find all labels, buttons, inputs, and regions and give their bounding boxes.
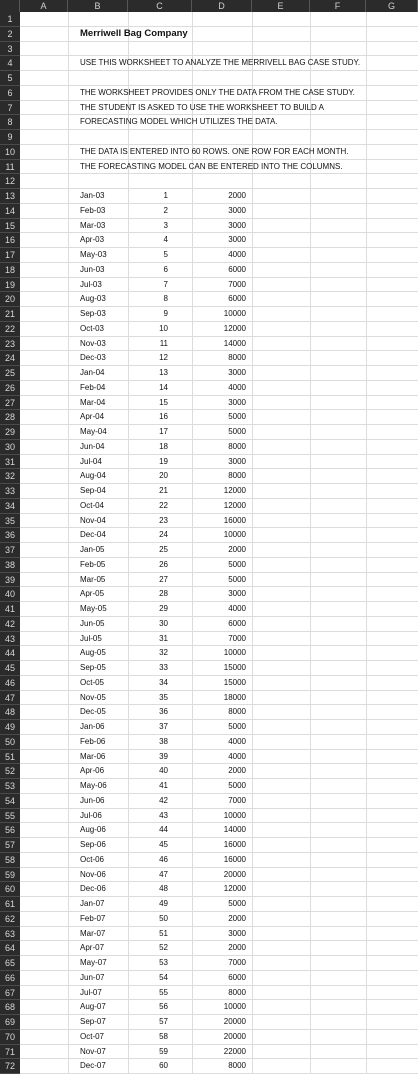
- sales-cell[interactable]: 6000: [228, 618, 246, 628]
- month-cell[interactable]: Dec-04: [80, 530, 106, 540]
- period-cell[interactable]: 36: [159, 707, 168, 717]
- month-cell[interactable]: Jun-07: [80, 972, 105, 982]
- row-header-19[interactable]: 19: [0, 278, 20, 293]
- period-cell[interactable]: 5: [163, 250, 168, 259]
- row-header-48[interactable]: 48: [0, 705, 20, 720]
- month-cell[interactable]: Aug-06: [80, 825, 106, 835]
- sales-cell[interactable]: 2000: [228, 766, 246, 776]
- column-gridline: [366, 12, 367, 1074]
- sales-cell[interactable]: 10000: [223, 530, 246, 540]
- period-cell[interactable]: 11: [159, 338, 168, 348]
- row-header-37[interactable]: 37: [0, 543, 20, 558]
- period-cell[interactable]: 32: [159, 648, 168, 658]
- period-cell[interactable]: 26: [159, 559, 168, 569]
- row-header-70[interactable]: 70: [0, 1030, 20, 1045]
- month-cell[interactable]: Apr-03: [80, 235, 105, 245]
- row-header-38[interactable]: 38: [0, 558, 20, 573]
- row-header-46[interactable]: 46: [0, 676, 20, 691]
- column-header-f[interactable]: F: [310, 0, 366, 12]
- month-cell[interactable]: May-04: [80, 427, 107, 436]
- month-cell[interactable]: Mar-06: [80, 751, 106, 761]
- sales-cell[interactable]: 18000: [223, 692, 246, 702]
- period-cell[interactable]: 2: [163, 205, 168, 215]
- row-header-56[interactable]: 56: [0, 823, 20, 838]
- sales-cell[interactable]: 20000: [223, 1017, 246, 1026]
- sales-cell[interactable]: 14000: [223, 338, 246, 348]
- sales-cell[interactable]: 6000: [228, 972, 246, 982]
- grid-row-12: [20, 174, 418, 189]
- grid-row-5: [20, 71, 418, 86]
- period-cell[interactable]: 50: [159, 913, 168, 923]
- month-cell[interactable]: Feb-06: [80, 736, 106, 746]
- period-cell[interactable]: 19: [159, 456, 168, 466]
- instruction-text[interactable]: THE STUDENT IS ASKED TO USE THE WORKSHEET TO BUILD A: [80, 102, 324, 112]
- sales-cell[interactable]: 3000: [228, 589, 246, 599]
- month-cell[interactable]: Jun-05: [80, 618, 105, 628]
- row-header-15[interactable]: 15: [0, 219, 20, 234]
- period-cell[interactable]: 23: [159, 515, 168, 525]
- month-cell[interactable]: Jan-05: [80, 545, 105, 554]
- period-cell[interactable]: 8: [163, 294, 168, 304]
- period-cell[interactable]: 51: [159, 928, 168, 938]
- sales-cell[interactable]: 10000: [223, 810, 246, 820]
- month-cell[interactable]: Oct-06: [80, 854, 105, 864]
- period-cell[interactable]: 52: [159, 943, 168, 953]
- month-cell[interactable]: Aug-04: [80, 471, 106, 481]
- period-cell[interactable]: 20: [159, 471, 168, 481]
- row-header-26[interactable]: 26: [0, 381, 20, 396]
- column-header-e[interactable]: E: [252, 0, 310, 12]
- month-cell[interactable]: Oct-03: [80, 323, 105, 333]
- month-cell[interactable]: Oct-04: [80, 500, 105, 510]
- row-header-41[interactable]: 41: [0, 602, 20, 617]
- sales-cell[interactable]: 5000: [228, 722, 246, 731]
- sales-cell[interactable]: 3000: [228, 235, 246, 245]
- month-cell[interactable]: Mar-04: [80, 397, 106, 407]
- sales-cell[interactable]: 12000: [223, 323, 246, 333]
- sales-cell[interactable]: 3000: [228, 220, 246, 230]
- month-cell[interactable]: Aug-03: [80, 294, 106, 304]
- column-header-a[interactable]: A: [20, 0, 68, 12]
- month-cell[interactable]: Sep-06: [80, 840, 106, 849]
- month-cell[interactable]: Jul-03: [80, 279, 102, 289]
- row-header-71[interactable]: 71: [0, 1045, 20, 1060]
- sales-cell[interactable]: 3000: [228, 368, 246, 377]
- month-cell[interactable]: Jan-07: [80, 899, 105, 908]
- row-header-31[interactable]: 31: [0, 455, 20, 470]
- period-cell[interactable]: 55: [159, 987, 168, 997]
- month-cell[interactable]: Dec-07: [80, 1061, 106, 1071]
- row-header-33[interactable]: 33: [0, 484, 20, 499]
- row-header-29[interactable]: 29: [0, 425, 20, 440]
- period-cell[interactable]: 33: [159, 663, 168, 672]
- row-header-32[interactable]: 32: [0, 469, 20, 484]
- title-cell[interactable]: Merriwell Bag Company: [80, 27, 188, 39]
- sales-cell[interactable]: 3000: [228, 928, 246, 938]
- row-header-24[interactable]: 24: [0, 351, 20, 366]
- period-cell[interactable]: 47: [159, 869, 168, 879]
- column-gridline: [68, 12, 69, 1074]
- period-cell[interactable]: 29: [159, 604, 168, 613]
- sales-cell[interactable]: 4000: [228, 604, 246, 613]
- month-cell[interactable]: Jan-04: [80, 368, 105, 377]
- period-cell[interactable]: 1: [163, 191, 168, 200]
- period-cell[interactable]: 49: [159, 899, 168, 908]
- row-header-62[interactable]: 62: [0, 912, 20, 927]
- sales-cell[interactable]: 8000: [228, 471, 246, 481]
- period-cell[interactable]: 60: [159, 1061, 168, 1071]
- row-header-27[interactable]: 27: [0, 396, 20, 411]
- month-cell[interactable]: Oct-07: [80, 1031, 105, 1041]
- month-cell[interactable]: Jun-06: [80, 795, 105, 805]
- row-header-58[interactable]: 58: [0, 853, 20, 868]
- sales-cell[interactable]: 4000: [228, 250, 246, 259]
- month-cell[interactable]: Sep-03: [80, 309, 106, 318]
- row-header-17[interactable]: 17: [0, 248, 20, 263]
- column-header-c[interactable]: C: [128, 0, 192, 12]
- sales-cell[interactable]: 3000: [228, 456, 246, 466]
- sales-cell[interactable]: 8000: [228, 707, 246, 717]
- sales-cell[interactable]: 3000: [228, 205, 246, 215]
- sales-cell[interactable]: 3000: [228, 397, 246, 407]
- row-header-8[interactable]: 8: [0, 115, 20, 130]
- sales-cell[interactable]: 2000: [228, 913, 246, 923]
- period-cell[interactable]: 41: [159, 781, 168, 790]
- period-cell[interactable]: 17: [159, 427, 168, 436]
- period-cell[interactable]: 31: [159, 633, 168, 643]
- row-header-57[interactable]: 57: [0, 838, 20, 853]
- period-cell[interactable]: 39: [159, 751, 168, 761]
- row-header-50[interactable]: 50: [0, 735, 20, 750]
- period-cell[interactable]: 12: [159, 353, 168, 363]
- row-header-51[interactable]: 51: [0, 750, 20, 765]
- row-header-2[interactable]: 2: [0, 27, 20, 42]
- period-cell[interactable]: 38: [159, 736, 168, 746]
- period-cell[interactable]: 37: [159, 722, 168, 731]
- sales-cell[interactable]: 5000: [228, 559, 246, 569]
- row-header-22[interactable]: 22: [0, 322, 20, 337]
- period-cell[interactable]: 24: [159, 530, 168, 540]
- month-cell[interactable]: May-07: [80, 958, 107, 967]
- row-header-1[interactable]: 1: [0, 12, 20, 27]
- row-header-63[interactable]: 63: [0, 927, 20, 942]
- month-cell[interactable]: Nov-06: [80, 869, 106, 879]
- period-cell[interactable]: 6: [163, 264, 168, 274]
- sales-cell[interactable]: 2000: [228, 191, 246, 200]
- month-cell[interactable]: Jul-04: [80, 456, 102, 466]
- month-cell[interactable]: Mar-03: [80, 220, 106, 230]
- row-header-40[interactable]: 40: [0, 587, 20, 602]
- grid-row-1: [20, 12, 418, 27]
- row-header-18[interactable]: 18: [0, 263, 20, 278]
- sales-cell[interactable]: 7000: [228, 958, 246, 967]
- row-header-36[interactable]: 36: [0, 528, 20, 543]
- row-header-14[interactable]: 14: [0, 204, 20, 219]
- sales-cell[interactable]: 5000: [228, 412, 246, 422]
- sales-cell[interactable]: 5000: [228, 899, 246, 908]
- month-cell[interactable]: Aug-05: [80, 648, 106, 658]
- sales-cell[interactable]: 15000: [223, 677, 246, 687]
- month-cell[interactable]: May-05: [80, 604, 107, 613]
- sales-cell[interactable]: 7000: [228, 795, 246, 805]
- month-cell[interactable]: Jul-06: [80, 810, 102, 820]
- month-cell[interactable]: Feb-04: [80, 382, 106, 392]
- month-cell[interactable]: Apr-04: [80, 412, 105, 422]
- month-cell[interactable]: Nov-07: [80, 1046, 106, 1056]
- sales-cell[interactable]: 2000: [228, 943, 246, 953]
- row-header-9[interactable]: 9: [0, 130, 20, 145]
- sales-cell[interactable]: 2000: [228, 545, 246, 554]
- period-cell[interactable]: 30: [159, 618, 168, 628]
- sales-cell[interactable]: 4000: [228, 751, 246, 761]
- column-header-g[interactable]: G: [366, 0, 418, 12]
- row-header-11[interactable]: 11: [0, 160, 20, 175]
- row-header-34[interactable]: 34: [0, 499, 20, 514]
- month-cell[interactable]: Nov-05: [80, 692, 106, 702]
- sales-cell[interactable]: 5000: [228, 427, 246, 436]
- row-header-21[interactable]: 21: [0, 307, 20, 322]
- month-cell[interactable]: Dec-06: [80, 884, 106, 894]
- row-header-5[interactable]: 5: [0, 71, 20, 86]
- period-cell[interactable]: 21: [159, 486, 168, 495]
- period-cell[interactable]: 40: [159, 766, 168, 776]
- row-header-12[interactable]: 12: [0, 174, 20, 189]
- period-cell[interactable]: 43: [159, 810, 168, 820]
- period-cell[interactable]: 44: [159, 825, 168, 835]
- row-header-28[interactable]: 28: [0, 410, 20, 425]
- sales-cell[interactable]: 20000: [223, 869, 246, 879]
- month-cell[interactable]: Apr-07: [80, 943, 105, 953]
- row-header-54[interactable]: 54: [0, 794, 20, 809]
- instruction-text[interactable]: THE WORKSHEET PROVIDES ONLY THE DATA FROM THE CASE STUDY.: [80, 87, 355, 97]
- period-cell[interactable]: 35: [159, 692, 168, 702]
- period-cell[interactable]: 28: [159, 589, 168, 599]
- row-header-39[interactable]: 39: [0, 573, 20, 588]
- period-cell[interactable]: 25: [159, 545, 168, 554]
- row-header-45[interactable]: 45: [0, 661, 20, 676]
- sales-cell[interactable]: 14000: [223, 825, 246, 835]
- month-cell[interactable]: Apr-06: [80, 766, 105, 776]
- sales-cell[interactable]: 4000: [228, 736, 246, 746]
- period-cell[interactable]: 34: [159, 677, 168, 687]
- row-header-61[interactable]: 61: [0, 897, 20, 912]
- row-header-42[interactable]: 42: [0, 617, 20, 632]
- sales-cell[interactable]: 5000: [228, 781, 246, 790]
- month-cell[interactable]: Dec-05: [80, 707, 106, 717]
- select-all-corner[interactable]: [0, 0, 20, 12]
- period-cell[interactable]: 10: [159, 323, 168, 333]
- sales-cell[interactable]: 10000: [223, 309, 246, 318]
- row-header-64[interactable]: 64: [0, 941, 20, 956]
- period-cell[interactable]: 18: [159, 441, 168, 451]
- row-header-3[interactable]: 3: [0, 42, 20, 57]
- period-cell[interactable]: 53: [159, 958, 168, 967]
- row-header-4[interactable]: 4: [0, 56, 20, 71]
- sales-cell[interactable]: 7000: [228, 279, 246, 289]
- sales-cell[interactable]: 10000: [223, 1002, 246, 1012]
- row-header-6[interactable]: 6: [0, 86, 20, 101]
- row-header-65[interactable]: 65: [0, 956, 20, 971]
- row-header-30[interactable]: 30: [0, 440, 20, 455]
- row-header-53[interactable]: 53: [0, 779, 20, 794]
- month-cell[interactable]: Sep-04: [80, 486, 106, 495]
- month-cell[interactable]: Jun-03: [80, 264, 105, 274]
- period-cell[interactable]: 48: [159, 884, 168, 894]
- period-cell[interactable]: 58: [159, 1031, 168, 1041]
- row-header-66[interactable]: 66: [0, 971, 20, 986]
- month-cell[interactable]: Nov-03: [80, 338, 106, 348]
- month-cell[interactable]: Sep-07: [80, 1017, 106, 1026]
- period-cell[interactable]: 14: [159, 382, 168, 392]
- month-cell[interactable]: Jul-07: [80, 987, 102, 997]
- sales-cell[interactable]: 15000: [223, 663, 246, 672]
- grid-row-9: [20, 130, 418, 145]
- month-cell[interactable]: Jan-03: [80, 191, 105, 200]
- sales-cell[interactable]: 12000: [223, 486, 246, 495]
- row-header-47[interactable]: 47: [0, 691, 20, 706]
- row-header-23[interactable]: 23: [0, 337, 20, 352]
- month-cell[interactable]: Jan-06: [80, 722, 105, 731]
- row-header-60[interactable]: 60: [0, 882, 20, 897]
- sales-cell[interactable]: 8000: [228, 1061, 246, 1071]
- grid-row-3: [20, 42, 418, 57]
- row-header-43[interactable]: 43: [0, 632, 20, 647]
- row-header-35[interactable]: 35: [0, 514, 20, 529]
- row-header-49[interactable]: 49: [0, 720, 20, 735]
- sales-cell[interactable]: 20000: [223, 1031, 246, 1041]
- month-cell[interactable]: Nov-04: [80, 515, 106, 525]
- period-cell[interactable]: 4: [163, 235, 168, 245]
- sales-cell[interactable]: 12000: [223, 500, 246, 510]
- sales-cell[interactable]: 22000: [223, 1046, 246, 1056]
- row-header-52[interactable]: 52: [0, 764, 20, 779]
- sales-cell[interactable]: 16000: [223, 854, 246, 864]
- period-cell[interactable]: 13: [159, 368, 168, 377]
- period-cell[interactable]: 59: [159, 1046, 168, 1056]
- sales-cell[interactable]: 12000: [223, 884, 246, 894]
- period-cell[interactable]: 27: [159, 574, 168, 584]
- period-cell[interactable]: 15: [159, 397, 168, 407]
- sales-cell[interactable]: 7000: [228, 633, 246, 643]
- row-header-25[interactable]: 25: [0, 366, 20, 381]
- row-header-13[interactable]: 13: [0, 189, 20, 204]
- column-header-d[interactable]: D: [192, 0, 252, 12]
- period-cell[interactable]: 7: [163, 279, 168, 289]
- instruction-text[interactable]: THE FORECASTING MODEL CAN BE ENTERED INTO THE COLUMNS.: [80, 161, 343, 171]
- sales-cell[interactable]: 5000: [228, 574, 246, 584]
- row-header-67[interactable]: 67: [0, 986, 20, 1001]
- month-cell[interactable]: Aug-07: [80, 1002, 106, 1012]
- month-cell[interactable]: Feb-05: [80, 559, 106, 569]
- row-header-7[interactable]: 7: [0, 101, 20, 116]
- instruction-text[interactable]: THE DATA IS ENTERED INTO 60 ROWS. ONE ROW FOR EACH MONTH.: [80, 146, 349, 156]
- row-header-55[interactable]: 55: [0, 809, 20, 824]
- instruction-text[interactable]: USE THIS WORKSHEET TO ANALYZE THE MERRIVELL BAG CASE STUDY.: [80, 58, 361, 68]
- row-header-72[interactable]: 72: [0, 1059, 20, 1074]
- period-cell[interactable]: 57: [159, 1017, 168, 1026]
- month-cell[interactable]: May-06: [80, 781, 107, 790]
- month-cell[interactable]: Oct-05: [80, 677, 105, 687]
- period-cell[interactable]: 9: [163, 309, 168, 318]
- sales-cell[interactable]: 16000: [223, 515, 246, 525]
- month-cell[interactable]: Feb-07: [80, 913, 106, 923]
- row-header-68[interactable]: 68: [0, 1000, 20, 1015]
- period-cell[interactable]: 42: [159, 795, 168, 805]
- row-header-69[interactable]: 69: [0, 1015, 20, 1030]
- sales-cell[interactable]: 16000: [223, 840, 246, 849]
- month-cell[interactable]: Dec-03: [80, 353, 106, 363]
- row-header-16[interactable]: 16: [0, 233, 20, 248]
- period-cell[interactable]: 22: [159, 500, 168, 510]
- sales-cell[interactable]: 8000: [228, 353, 246, 363]
- sales-cell[interactable]: 4000: [228, 382, 246, 392]
- sales-cell[interactable]: 10000: [223, 648, 246, 658]
- row-header-10[interactable]: 10: [0, 145, 20, 160]
- sales-cell[interactable]: 6000: [228, 264, 246, 274]
- column-header-b[interactable]: B: [68, 0, 128, 12]
- sales-cell[interactable]: 8000: [228, 987, 246, 997]
- month-cell[interactable]: Apr-05: [80, 589, 105, 599]
- month-cell[interactable]: Jul-05: [80, 633, 102, 643]
- row-header-44[interactable]: 44: [0, 646, 20, 661]
- period-cell[interactable]: 45: [159, 840, 168, 849]
- row-header-59[interactable]: 59: [0, 868, 20, 883]
- month-cell[interactable]: May-03: [80, 250, 107, 259]
- month-cell[interactable]: Mar-07: [80, 928, 106, 938]
- period-cell[interactable]: 3: [163, 220, 168, 230]
- period-cell[interactable]: 16: [159, 412, 168, 422]
- period-cell[interactable]: 46: [159, 854, 168, 864]
- month-cell[interactable]: Mar-05: [80, 574, 106, 584]
- sales-cell[interactable]: 8000: [228, 441, 246, 451]
- month-cell[interactable]: Jun-04: [80, 441, 105, 451]
- row-header-20[interactable]: 20: [0, 292, 20, 307]
- month-cell[interactable]: Feb-03: [80, 205, 106, 215]
- period-cell[interactable]: 54: [159, 972, 168, 982]
- month-cell[interactable]: Sep-05: [80, 663, 106, 672]
- instruction-text[interactable]: FORECASTING MODEL WHICH UTILIZES THE DATA.: [80, 117, 278, 127]
- sales-cell[interactable]: 6000: [228, 294, 246, 304]
- period-cell[interactable]: 56: [159, 1002, 168, 1012]
